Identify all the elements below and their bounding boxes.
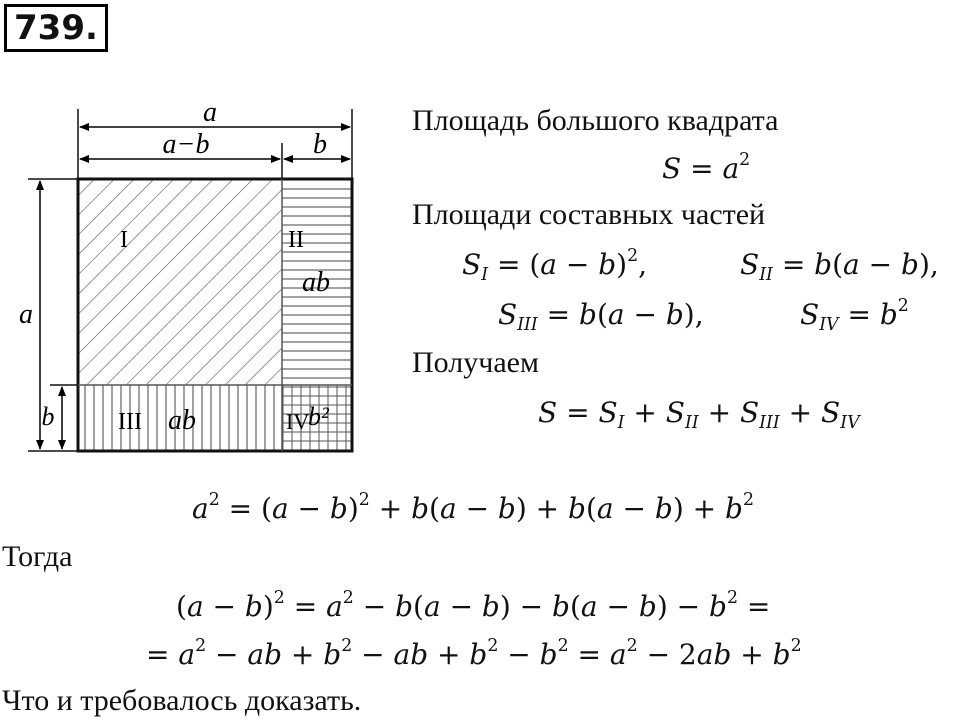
problem-number: 739.	[4, 4, 108, 52]
formula-S-II: $S_{II} = b(a - b)$,	[740, 248, 939, 286]
formula-derivation-2: = $a^2$ − ab + $b^2$ − ab + $b^2 - b^2 = a^2 - 2ab + b^2$	[146, 635, 802, 671]
label-amb: a−b	[162, 129, 210, 160]
label-region-I: I	[120, 227, 128, 253]
big-square-area-text: Площадь большого квадрата	[412, 104, 779, 137]
label-region-IV-b2: b²	[308, 402, 329, 431]
formula-S-III: $S_{III} = b(a - b)$,	[498, 298, 704, 336]
formula-S-sum: $S = S_I + S_{II} + S_{III} + S_{IV}$	[538, 396, 860, 434]
then-text: Тогда	[2, 540, 73, 573]
label-region-II-ab: ab	[302, 267, 330, 298]
label-region-III: III	[118, 409, 142, 435]
formula-S-I: $S_I = (a - b)^2$,	[462, 245, 648, 286]
formula-identity: $a^2 = (a - b)^2 + b(a - b) + b(a - b) + b^2$	[192, 489, 754, 525]
formula-S-IV: $S_{IV} = b^2$	[800, 295, 909, 336]
parts-area-text: Площади составных частей	[412, 198, 766, 231]
formula-derivation-1: $(a - b)^2 = a^2 - b(a - b) - b(a - b) - b^2$ =	[176, 587, 771, 623]
square-figure	[0, 95, 400, 465]
label-a-top: a	[203, 97, 217, 128]
region-I	[78, 179, 282, 385]
label-region-II: II	[288, 227, 304, 253]
label-region-IV: IV	[286, 409, 310, 434]
label-a-left: a	[19, 299, 33, 330]
label-b-top: b	[313, 129, 327, 160]
qed-text: Что и требовалось доказать.	[2, 684, 362, 717]
formula-S: $S = a^2$	[662, 149, 751, 185]
label-b-left: b	[41, 402, 55, 431]
we-get-text: Получаем	[412, 346, 539, 379]
label-region-III-ab: ab	[168, 405, 196, 436]
